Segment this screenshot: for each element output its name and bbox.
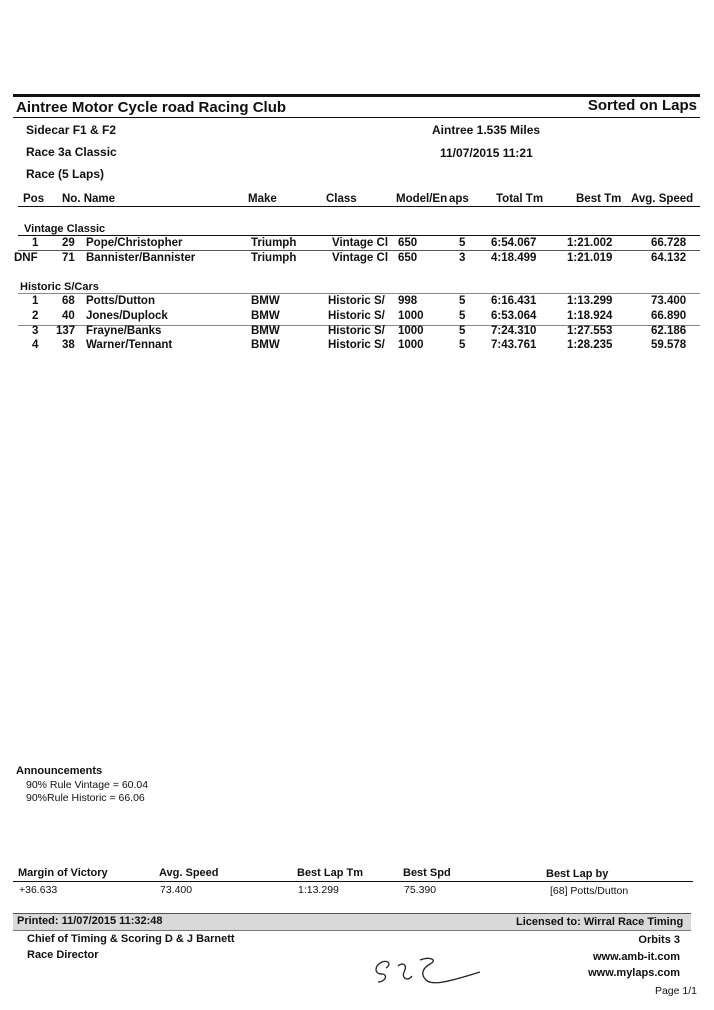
cell-laps: 5 — [459, 325, 466, 337]
cell-no: 29 — [62, 237, 75, 249]
cell-make: Triumph — [251, 237, 297, 249]
race-laps: Race (5 Laps) — [26, 167, 105, 181]
club-title: Aintree Motor Cycle road Racing Club — [16, 99, 287, 116]
col-total: Total Tm — [496, 193, 544, 205]
table-row — [0, 339, 714, 353]
cell-laps: 5 — [459, 237, 466, 249]
cell-best: 1:21.019 — [567, 252, 613, 264]
cell-speed: 59.578 — [651, 339, 687, 351]
best-spd-label: Best Spd — [403, 867, 451, 879]
cell-name: Warner/Tennant — [86, 339, 173, 351]
summary-rule — [13, 881, 693, 882]
column-headers — [0, 193, 714, 207]
cell-class: Historic S/ — [328, 295, 385, 307]
cell-class: Historic S/ — [328, 310, 385, 322]
cell-laps: 5 — [459, 339, 466, 351]
cell-pos: 1 — [32, 237, 39, 249]
cell-best: 1:27.553 — [567, 325, 613, 337]
cell-make: BMW — [251, 310, 280, 322]
cell-speed: 64.132 — [651, 252, 687, 264]
table-row — [0, 325, 714, 339]
cell-make: BMW — [251, 339, 280, 351]
page-number: Page 1/1 — [654, 985, 697, 997]
url-amb-it[interactable]: www.amb-it.com — [593, 951, 680, 963]
cell-total: 7:24.310 — [491, 325, 537, 337]
cell-make: BMW — [251, 325, 280, 337]
cell-pos: 2 — [32, 310, 39, 322]
cell-no: 38 — [62, 339, 75, 351]
cell-no: 40 — [62, 310, 75, 322]
table-row — [0, 310, 714, 324]
group-rule-vintage — [18, 235, 700, 236]
col-best: Best Tm — [576, 193, 622, 205]
cell-class: Historic S/ — [328, 339, 385, 351]
table-row — [0, 237, 714, 251]
cell-total: 4:18.499 — [491, 252, 537, 264]
announcement-historic: 90%Rule Historic = 66.06 — [26, 792, 145, 804]
url-mylaps[interactable]: www.mylaps.com — [588, 967, 680, 979]
event-name: Sidecar F1 & F2 — [26, 123, 117, 137]
margin-label: Margin of Victory — [18, 867, 108, 879]
cell-total: 6:53.064 — [491, 310, 537, 322]
table-row — [0, 252, 714, 266]
race-name: Race 3a Classic — [26, 145, 117, 159]
cell-name: Pope/Christopher — [86, 237, 183, 249]
title-underline — [13, 117, 700, 118]
race-datetime: 11/07/2015 11:21 — [440, 146, 533, 160]
cell-pos: 3 — [32, 325, 39, 337]
signature-icon — [368, 952, 488, 992]
cell-laps: 3 — [459, 252, 466, 264]
cell-best: 1:13.299 — [567, 295, 613, 307]
col-make: Make — [248, 193, 277, 205]
cell-make: BMW — [251, 295, 280, 307]
cell-model: 650 — [398, 237, 418, 249]
licensed-to: Licensed to: Wirral Race Timing — [516, 916, 684, 928]
table-row — [0, 295, 714, 309]
orbits-version: Orbits 3 — [638, 934, 680, 946]
cell-best: 1:28.235 — [567, 339, 613, 351]
cell-name: Frayne/Banks — [86, 325, 162, 337]
cell-pos: DNF — [14, 252, 38, 264]
cell-model: 1000 — [398, 310, 424, 322]
col-class: Class — [326, 193, 357, 205]
best-lap-by-label: Best Lap by — [546, 868, 609, 880]
cell-total: 6:54.067 — [491, 237, 537, 249]
best-lap-tm-value: 1:13.299 — [298, 884, 339, 896]
race-director-label: Race Director — [27, 949, 99, 961]
cell-speed: 62.186 — [651, 325, 687, 337]
cell-class: Vintage Cl — [332, 252, 389, 264]
track-name: Aintree 1.535 Miles — [432, 123, 541, 137]
cell-best: 1:18.924 — [567, 310, 613, 322]
cell-make: Triumph — [251, 252, 297, 264]
avg-speed-value: 73.400 — [160, 884, 193, 896]
col-speed: Avg. Speed — [631, 193, 694, 205]
cell-total: 6:16.431 — [491, 295, 537, 307]
cell-name: Jones/Duplock — [86, 310, 168, 322]
chief-of-timing: Chief of Timing & Scoring D & J Barnett — [27, 933, 235, 945]
announcement-vintage: 90% Rule Vintage = 60.04 — [26, 779, 149, 791]
cell-pos: 1 — [32, 295, 39, 307]
col-pos: Pos — [23, 193, 45, 205]
avg-speed-label: Avg. Speed — [159, 867, 219, 879]
cell-speed: 66.728 — [651, 237, 687, 249]
cell-model: 998 — [398, 295, 418, 307]
cell-best: 1:21.002 — [567, 237, 613, 249]
header-underline — [18, 206, 700, 207]
col-no-name: No. Name — [62, 193, 116, 205]
group-title-vintage: Vintage Classic — [24, 223, 106, 235]
cell-total: 7:43.761 — [491, 339, 537, 351]
col-laps: aps — [449, 193, 469, 205]
cell-class: Vintage Cl — [332, 237, 389, 249]
cell-no: 68 — [62, 295, 75, 307]
cell-model: 1000 — [398, 325, 424, 337]
cell-speed: 66.890 — [651, 310, 687, 322]
row-rule — [18, 250, 700, 251]
cell-class: Historic S/ — [328, 325, 385, 337]
printed-timestamp: Printed: 11/07/2015 11:32:48 — [17, 915, 163, 927]
cell-no: 71 — [62, 252, 75, 264]
cell-model: 650 — [398, 252, 418, 264]
cell-no: 137 — [56, 325, 76, 337]
cell-laps: 5 — [459, 310, 466, 322]
cell-name: Potts/Dutton — [86, 295, 155, 307]
group-title-historic: Historic S/Cars — [20, 281, 99, 293]
margin-value: +36.633 — [19, 884, 58, 896]
cell-name: Bannister/Bannister — [86, 252, 196, 264]
cell-pos: 4 — [32, 339, 39, 351]
col-model: Model/En — [396, 193, 448, 205]
cell-speed: 73.400 — [651, 295, 687, 307]
cell-model: 1000 — [398, 339, 424, 351]
cell-laps: 5 — [459, 295, 466, 307]
best-lap-tm-label: Best Lap Tm — [297, 867, 364, 879]
best-lap-by-value: [68] Potts/Dutton — [550, 885, 629, 897]
best-spd-value: 75.390 — [404, 884, 437, 896]
announcements-title: Announcements — [16, 765, 103, 777]
group-rule-historic — [18, 293, 700, 294]
sort-label: Sorted on Laps — [587, 97, 697, 114]
